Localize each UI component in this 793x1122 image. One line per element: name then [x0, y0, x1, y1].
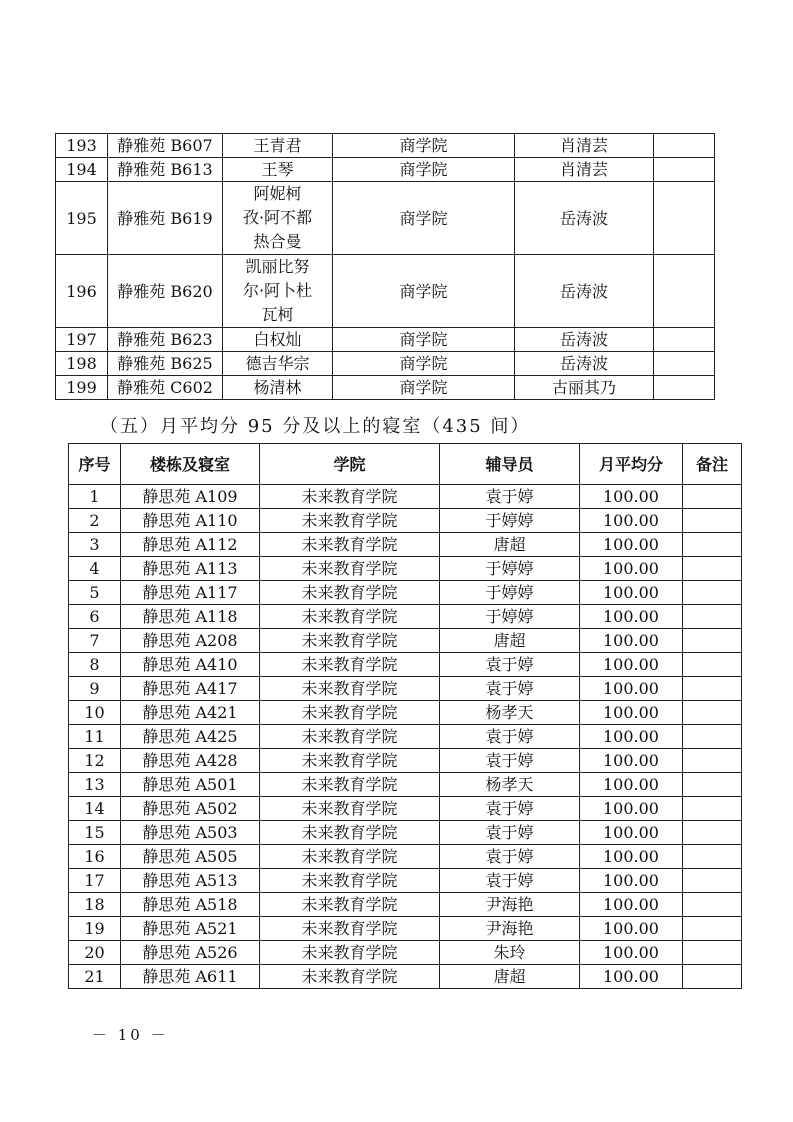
student-name-line: 白权灿	[253, 330, 302, 349]
college-cell: 商学院	[333, 182, 515, 255]
row-no-cell: 11	[69, 725, 121, 749]
college-cell: 未来教育学院	[260, 869, 440, 893]
table-row	[56, 352, 715, 376]
student-cell	[223, 134, 333, 158]
counselor-cell: 杨孝天	[440, 773, 580, 797]
room-cell: 静思苑 A526	[121, 941, 260, 965]
college-cell: 未来教育学院	[260, 821, 440, 845]
score-cell: 100.00	[580, 869, 683, 893]
student-name-line: 杨清林	[253, 378, 302, 397]
room-cell: 静雅苑 B625	[108, 352, 223, 376]
student-cell	[223, 182, 333, 255]
row-no-cell: 17	[69, 869, 121, 893]
table-row	[69, 845, 742, 869]
remark-cell	[654, 352, 715, 376]
table-row	[69, 917, 742, 941]
room-cell: 静思苑 A501	[121, 773, 260, 797]
college-cell: 未来教育学院	[260, 917, 440, 941]
room-cell: 静思苑 A518	[121, 893, 260, 917]
college-cell: 商学院	[333, 255, 515, 328]
counselor-cell: 岳涛波	[515, 255, 654, 328]
counselor-cell: 肖清芸	[515, 158, 654, 182]
row-no-cell: 19	[69, 917, 121, 941]
score-table-header-row	[69, 444, 742, 485]
score-cell: 100.00	[580, 845, 683, 869]
counselor-cell: 袁于婷	[440, 485, 580, 509]
row-no-cell: 18	[69, 893, 121, 917]
counselor-cell: 肖清芸	[515, 134, 654, 158]
counselor-cell: 袁于婷	[440, 869, 580, 893]
student-name-line: 阿妮柯	[253, 184, 302, 203]
remark-cell	[683, 917, 742, 941]
table-row	[69, 893, 742, 917]
table-row	[69, 605, 742, 629]
college-cell: 未来教育学院	[260, 605, 440, 629]
college-cell: 未来教育学院	[260, 797, 440, 821]
counselor-cell: 袁于婷	[440, 725, 580, 749]
room-cell: 静思苑 A113	[121, 557, 260, 581]
row-no-cell: 3	[69, 533, 121, 557]
score-cell: 100.00	[580, 653, 683, 677]
remark-cell	[654, 328, 715, 352]
remark-cell	[683, 941, 742, 965]
college-cell: 未来教育学院	[260, 581, 440, 605]
room-cell: 静思苑 A428	[121, 749, 260, 773]
student-cell	[223, 158, 333, 182]
counselor-cell: 袁于婷	[440, 797, 580, 821]
table-row	[56, 182, 715, 255]
counselor-cell: 岳涛波	[515, 352, 654, 376]
table-row	[69, 485, 742, 509]
student-name-line: 尔·阿卜杜	[242, 281, 313, 300]
counselor-cell: 古丽其乃	[515, 376, 654, 400]
room-cell: 静思苑 A425	[121, 725, 260, 749]
row-no-cell: 5	[69, 581, 121, 605]
remark-cell	[683, 605, 742, 629]
student-name-line: 热合曼	[253, 232, 302, 251]
counselor-cell: 唐超	[440, 965, 580, 989]
table-row	[69, 773, 742, 797]
remark-cell	[683, 509, 742, 533]
row-no-cell: 15	[69, 821, 121, 845]
remark-cell	[683, 965, 742, 989]
table-row	[69, 557, 742, 581]
score-cell: 100.00	[580, 533, 683, 557]
room-cell: 静思苑 A208	[121, 629, 260, 653]
room-cell: 静思苑 A417	[121, 677, 260, 701]
remark-cell	[683, 869, 742, 893]
college-cell: 未来教育学院	[260, 845, 440, 869]
table-row	[69, 941, 742, 965]
row-no-cell: 197	[56, 328, 108, 352]
counselor-cell: 于婷婷	[440, 509, 580, 533]
student-cell	[223, 328, 333, 352]
score-cell: 100.00	[580, 917, 683, 941]
score-cell: 100.00	[580, 941, 683, 965]
row-no-cell: 6	[69, 605, 121, 629]
row-no-cell: 20	[69, 941, 121, 965]
college-cell: 未来教育学院	[260, 485, 440, 509]
remark-cell	[654, 255, 715, 328]
table-row	[56, 134, 715, 158]
row-no-cell: 2	[69, 509, 121, 533]
college-cell: 未来教育学院	[260, 533, 440, 557]
student-name-line: 瓦柯	[261, 305, 294, 324]
row-no-cell: 21	[69, 965, 121, 989]
remark-cell	[683, 533, 742, 557]
header-counselor: 辅导员	[440, 444, 580, 485]
counselor-cell: 唐超	[440, 533, 580, 557]
student-cell	[223, 255, 333, 328]
counselor-cell: 岳涛波	[515, 328, 654, 352]
row-no-cell: 7	[69, 629, 121, 653]
remark-cell	[683, 653, 742, 677]
college-cell: 未来教育学院	[260, 509, 440, 533]
table-row	[56, 328, 715, 352]
row-no-cell: 14	[69, 797, 121, 821]
row-no-cell: 4	[69, 557, 121, 581]
room-cell: 静思苑 A118	[121, 605, 260, 629]
score-cell: 100.00	[580, 557, 683, 581]
college-cell: 未来教育学院	[260, 701, 440, 725]
counselor-cell: 尹海艳	[440, 893, 580, 917]
room-cell: 静思苑 A502	[121, 797, 260, 821]
table-row	[69, 509, 742, 533]
room-cell: 静雅苑 B607	[108, 134, 223, 158]
table-row	[69, 797, 742, 821]
remark-cell	[654, 134, 715, 158]
room-cell: 静雅苑 B613	[108, 158, 223, 182]
room-cell: 静思苑 A110	[121, 509, 260, 533]
student-name-line: 王琴	[261, 160, 294, 179]
score-table	[68, 443, 742, 989]
row-no-cell: 10	[69, 701, 121, 725]
score-cell: 100.00	[580, 821, 683, 845]
room-cell: 静思苑 A513	[121, 869, 260, 893]
score-cell: 100.00	[580, 629, 683, 653]
college-cell: 未来教育学院	[260, 773, 440, 797]
remark-cell	[683, 677, 742, 701]
row-no-cell: 194	[56, 158, 108, 182]
table-row	[56, 376, 715, 400]
remark-cell	[683, 845, 742, 869]
college-cell: 未来教育学院	[260, 557, 440, 581]
room-cell: 静雅苑 B623	[108, 328, 223, 352]
header-room: 楼栋及寝室	[121, 444, 260, 485]
remark-cell	[683, 581, 742, 605]
score-cell: 100.00	[580, 797, 683, 821]
score-cell: 100.00	[580, 773, 683, 797]
header-remark: 备注	[683, 444, 742, 485]
remark-cell	[683, 557, 742, 581]
score-cell: 100.00	[580, 749, 683, 773]
row-no-cell: 193	[56, 134, 108, 158]
college-cell: 未来教育学院	[260, 749, 440, 773]
table-row	[69, 821, 742, 845]
remark-cell	[683, 773, 742, 797]
room-cell: 静思苑 A410	[121, 653, 260, 677]
room-cell: 静雅苑 B619	[108, 182, 223, 255]
table-row	[69, 581, 742, 605]
score-cell: 100.00	[580, 893, 683, 917]
counselor-cell: 尹海艳	[440, 917, 580, 941]
counselor-cell: 岳涛波	[515, 182, 654, 255]
row-no-cell: 13	[69, 773, 121, 797]
row-no-cell: 195	[56, 182, 108, 255]
continued-dormitory-table	[55, 133, 715, 400]
table-row	[69, 653, 742, 677]
row-no-cell: 199	[56, 376, 108, 400]
table-row	[69, 677, 742, 701]
college-cell: 商学院	[333, 376, 515, 400]
room-cell: 静思苑 A503	[121, 821, 260, 845]
page-number: － 10 －	[92, 1026, 169, 1044]
counselor-cell: 袁于婷	[440, 821, 580, 845]
row-no-cell: 198	[56, 352, 108, 376]
counselor-cell: 袁于婷	[440, 677, 580, 701]
room-cell: 静雅苑 C602	[108, 376, 223, 400]
section-heading: （五）月平均分 95 分及以上的寝室（435 间）	[100, 416, 531, 437]
student-name-line: 孜·阿不都	[242, 208, 313, 227]
counselor-cell: 袁于婷	[440, 749, 580, 773]
row-no-cell: 12	[69, 749, 121, 773]
remark-cell	[683, 725, 742, 749]
header-score: 月平均分	[580, 444, 683, 485]
room-cell: 静思苑 A611	[121, 965, 260, 989]
college-cell: 商学院	[333, 134, 515, 158]
student-name-line: 王青君	[253, 136, 302, 155]
score-cell: 100.00	[580, 485, 683, 509]
score-cell: 100.00	[580, 581, 683, 605]
remark-cell	[654, 182, 715, 255]
counselor-cell: 朱玲	[440, 941, 580, 965]
college-cell: 未来教育学院	[260, 965, 440, 989]
student-cell	[223, 352, 333, 376]
counselor-cell: 于婷婷	[440, 581, 580, 605]
table-row	[69, 725, 742, 749]
score-cell: 100.00	[580, 701, 683, 725]
counselor-cell: 袁于婷	[440, 845, 580, 869]
row-no-cell: 8	[69, 653, 121, 677]
college-cell: 未来教育学院	[260, 893, 440, 917]
header-no: 序号	[69, 444, 121, 485]
score-cell: 100.00	[580, 725, 683, 749]
student-name-line: 德吉华宗	[245, 354, 310, 373]
remark-cell	[683, 749, 742, 773]
table-row	[69, 533, 742, 557]
counselor-cell: 唐超	[440, 629, 580, 653]
college-cell: 未来教育学院	[260, 725, 440, 749]
table-row	[56, 158, 715, 182]
room-cell: 静思苑 A521	[121, 917, 260, 941]
room-cell: 静思苑 A117	[121, 581, 260, 605]
student-cell	[223, 376, 333, 400]
remark-cell	[654, 158, 715, 182]
score-cell: 100.00	[580, 677, 683, 701]
score-cell: 100.00	[580, 605, 683, 629]
score-cell: 100.00	[580, 965, 683, 989]
college-cell: 未来教育学院	[260, 677, 440, 701]
remark-cell	[683, 797, 742, 821]
row-no-cell: 9	[69, 677, 121, 701]
remark-cell	[683, 485, 742, 509]
student-name-line: 凯丽比努	[245, 257, 310, 276]
counselor-cell: 袁于婷	[440, 653, 580, 677]
remark-cell	[683, 821, 742, 845]
row-no-cell: 16	[69, 845, 121, 869]
college-cell: 商学院	[333, 328, 515, 352]
college-cell: 未来教育学院	[260, 629, 440, 653]
row-no-cell: 196	[56, 255, 108, 328]
header-college: 学院	[260, 444, 440, 485]
remark-cell	[683, 893, 742, 917]
college-cell: 商学院	[333, 352, 515, 376]
table-row	[69, 749, 742, 773]
room-cell: 静雅苑 B620	[108, 255, 223, 328]
row-no-cell: 1	[69, 485, 121, 509]
table-row	[56, 255, 715, 328]
room-cell: 静思苑 A109	[121, 485, 260, 509]
table-row	[69, 629, 742, 653]
table-row	[69, 869, 742, 893]
remark-cell	[654, 376, 715, 400]
counselor-cell: 于婷婷	[440, 557, 580, 581]
college-cell: 商学院	[333, 158, 515, 182]
room-cell: 静思苑 A112	[121, 533, 260, 557]
table-row	[69, 701, 742, 725]
counselor-cell: 杨孝天	[440, 701, 580, 725]
room-cell: 静思苑 A421	[121, 701, 260, 725]
college-cell: 未来教育学院	[260, 941, 440, 965]
room-cell: 静思苑 A505	[121, 845, 260, 869]
remark-cell	[683, 629, 742, 653]
counselor-cell: 于婷婷	[440, 605, 580, 629]
remark-cell	[683, 701, 742, 725]
score-cell: 100.00	[580, 509, 683, 533]
college-cell: 未来教育学院	[260, 653, 440, 677]
table-row	[69, 965, 742, 989]
